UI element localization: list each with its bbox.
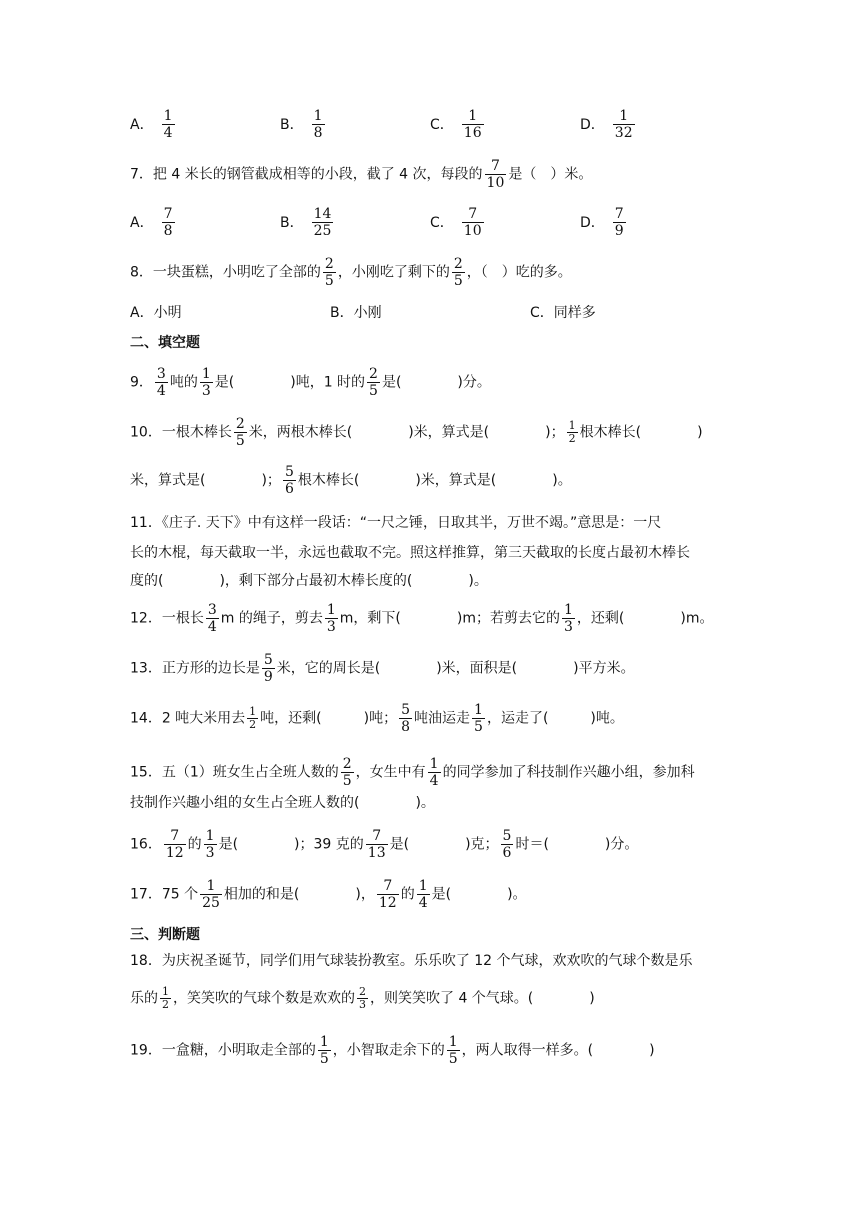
question-18-line-2: 乐的 $\frac{1}{2}$ ，笑笑吹的气球个数是欢欢的 $\frac{2}{3}$ ，则笑笑吹了 4 个气球。( )	[130, 985, 595, 1011]
question-18-line-1: 18．为庆祝圣诞节，同学们用气球装扮教室。乐乐吹了 12 个气球，欢欢吹的气球个数是乐	[130, 953, 693, 969]
question-11-line-1: 11．《庄子. 天下》中有这样一段话：“一尺之锤，日取其半，万世不竭。”意思是：一尺	[130, 515, 662, 531]
question-9: 9． $\frac{3}{4}$ 吨的 $\frac{1}{3}$ 是( )吨，1 时的 $\frac{2}{5}$ 是( )分。	[130, 366, 491, 399]
question-15-line-2: 技制作兴趣小组的女生占全班人数的( )。	[130, 795, 435, 811]
question-13: 13．正方形的边长是 $\frac{5}{9}$ 米，它的周长是( )米，面积是( )平方米。	[130, 652, 635, 685]
q7-option-d: D． $\frac{7}{9}$	[580, 206, 624, 239]
question-11-line-3: 度的( )，剩下部分占最初木棒长度的( )。	[130, 573, 488, 589]
question-10-line-1: 10．一根木棒长 $\frac{2}{5}$ 米，两根木棒长( )米，算式是( )； $\frac{1}{2}$ 根木棒长( )	[130, 416, 703, 449]
question-12: 12．一根长 $\frac{3}{4}$ m 的绳子，剪去 $\frac{1}{3}$ m，剩下( )m；若剪去它的 $\frac{1}{3}$ ，还剩( )m。	[130, 602, 714, 635]
q8-option-b: B．小刚	[330, 305, 382, 321]
question-8: 8．一块蛋糕，小明吃了全部的 $\frac{2}{5}$ ，小刚吃了剩下的 $\frac{2}{5}$ ，（ ）吃的多。	[130, 256, 572, 289]
q7-option-b: B． $\frac{14}{25}$	[280, 206, 332, 239]
question-10-line-2: 米，算式是( )； $\frac{5}{6}$ 根木棒长( )米，算式是( )。	[130, 464, 572, 497]
question-16: 16． $\frac{7}{12}$ 的 $\frac{1}{3}$ 是( )；39 克的 $\frac{7}{13}$ 是( )克； $\frac{5}{6}$ 时＝( )分。	[130, 828, 639, 861]
question-7: 7．把 4 米长的钢管截成相等的小段，截了 4 次，每段的 $\frac{7}{10}$ 是（ ）米。	[130, 158, 593, 191]
q7-option-a: A． $\frac{7}{8}$	[130, 206, 173, 239]
question-19: 19．一盒糖，小明取走全部的 $\frac{1}{5}$ ，小智取走余下的 $\frac{1}{5}$ ，两人取得一样多。( )	[130, 1034, 655, 1067]
q6-option-d: D． $\frac{1}{32}$	[580, 108, 633, 141]
q6-option-a: A． $\frac{1}{4}$	[130, 108, 173, 141]
section-heading-true-false: 三、判断题	[130, 927, 200, 943]
q8-option-a: A．小明	[130, 305, 182, 321]
q8-option-c: C．同样多	[530, 305, 596, 321]
q6-option-b: B． $\frac{1}{8}$	[280, 108, 323, 141]
q7-option-c: C． $\frac{7}{10}$	[430, 206, 482, 239]
q6-option-c: C． $\frac{1}{16}$	[430, 108, 482, 141]
question-14: 14．2 吨大米用去 $\frac{1}{2}$ 吨，还剩( )吨； $\frac{5}{8}$ 吨油运走 $\frac{1}{5}$ ，运走了( )吨。	[130, 702, 624, 735]
section-heading-fill-blank: 二、填空题	[130, 335, 200, 351]
question-17: 17．75 个 $\frac{1}{25}$ 相加的和是( )， $\frac{7}{12}$ 的 $\frac{1}{4}$ 是( )。	[130, 878, 527, 911]
question-11-line-2: 长的木棍，每天截取一半，永远也截取不完。照这样推算，第三天截取的长度占最初木棒长	[130, 545, 690, 561]
question-15-line-1: 15．五（1）班女生占全班人数的 $\frac{2}{5}$ ，女生中有 $\frac{1}{4}$ 的同学参加了科技制作兴趣小组，参加科	[130, 756, 695, 789]
